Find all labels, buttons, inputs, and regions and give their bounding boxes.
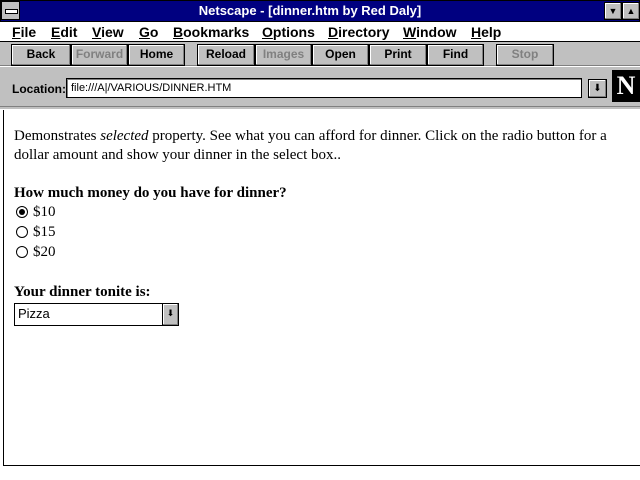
menu-bar	[0, 22, 640, 42]
reload-button[interactable]: Reload	[197, 44, 255, 66]
menu-go[interactable]: Go	[139, 24, 159, 40]
menu-help[interactable]: Help	[471, 24, 502, 40]
radio-button[interactable]	[16, 226, 28, 238]
forward-button[interactable]: Forward	[71, 44, 128, 66]
menu-options[interactable]: Options	[262, 24, 315, 40]
menu-view[interactable]: View	[92, 24, 124, 40]
menu-file[interactable]: File	[12, 24, 37, 40]
location-input[interactable]: file:///A|/VARIOUS/DINNER.HTM	[66, 78, 582, 98]
stop-button[interactable]: Stop	[496, 44, 554, 66]
location-label: Location:	[12, 82, 66, 96]
dinner-label: Your dinner tonite is:	[14, 284, 151, 300]
menu-window[interactable]: Window	[403, 24, 457, 40]
system-menu-icon[interactable]	[1, 1, 20, 20]
radio-label: $15	[33, 224, 56, 240]
menu-bookmarks[interactable]: Bookmarks	[173, 24, 250, 40]
intro-text	[14, 127, 624, 165]
dropdown-arrow-icon[interactable]: ⬇	[162, 304, 178, 325]
home-button[interactable]: Home	[128, 44, 185, 66]
maximize-icon[interactable]: ▲	[622, 2, 640, 20]
location-dropdown-icon[interactable]: ⬇	[588, 79, 607, 98]
intro-emphasis: selected	[100, 128, 149, 144]
dinner-select-value: Pizza	[18, 306, 50, 321]
menu-edit[interactable]: Edit	[51, 24, 78, 40]
radio-label: $20	[33, 244, 56, 260]
images-button[interactable]: Images	[255, 44, 312, 66]
back-button[interactable]: Back	[11, 44, 71, 66]
print-button[interactable]: Print	[369, 44, 427, 66]
minimize-icon[interactable]: ▼	[604, 2, 622, 20]
window-title: Netscape - [dinner.htm by Red Daly]	[198, 3, 422, 18]
radio-button[interactable]	[16, 246, 28, 258]
radio-button[interactable]	[16, 206, 28, 218]
open-button[interactable]: Open	[312, 44, 369, 66]
intro-text-end: property. See what you can afford for dinner. Click on the radio button for a dollar amount and show your dinner in the select box..	[14, 128, 607, 163]
netscape-logo: N	[612, 70, 640, 102]
radio-label: $10	[33, 204, 56, 220]
find-button[interactable]: Find	[427, 44, 484, 66]
menu-directory[interactable]: Directory	[328, 24, 390, 40]
money-question: How much money do you have for dinner?	[14, 185, 287, 201]
intro-text-start: Demonstrates	[14, 128, 101, 144]
toolbar	[0, 42, 640, 66]
